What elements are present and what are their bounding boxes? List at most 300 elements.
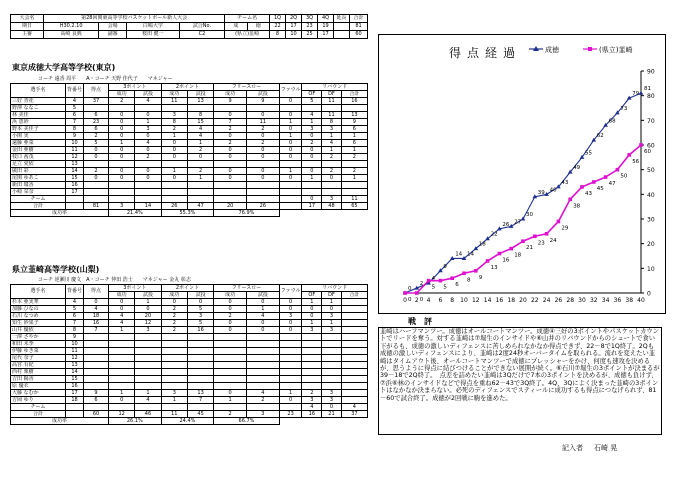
data-label: 14 bbox=[455, 251, 463, 258]
player-row bbox=[11, 376, 368, 383]
x-tick-label: 22 bbox=[530, 297, 539, 304]
header-cell: 17 bbox=[318, 31, 334, 39]
stat-cell: 0 bbox=[322, 175, 342, 182]
stat-cell: 0 bbox=[302, 133, 322, 140]
header-row-2 bbox=[11, 23, 368, 31]
stat-cell bbox=[161, 362, 187, 369]
stat-cell: 0 bbox=[109, 168, 135, 175]
stat-cell bbox=[214, 369, 247, 376]
stat-cell bbox=[322, 182, 342, 189]
col-header: 試投 bbox=[135, 292, 161, 299]
summary-cell: 合計 bbox=[11, 411, 66, 418]
stat-cell bbox=[161, 348, 187, 355]
data-label: 21 bbox=[526, 245, 533, 252]
stat-cell: 9 bbox=[341, 119, 367, 126]
data-label: 5 bbox=[443, 284, 447, 291]
summary-cell: 20 bbox=[214, 203, 247, 210]
stat-cell bbox=[214, 161, 247, 168]
stat-cell: 1 bbox=[187, 140, 213, 147]
stat-cell: 0 bbox=[279, 320, 302, 327]
pct-label: 成功率 bbox=[11, 210, 109, 217]
player-row bbox=[11, 320, 368, 327]
x-tick-label: 0 bbox=[403, 297, 407, 304]
stat-cell: 1 bbox=[322, 147, 342, 154]
stat-cell bbox=[322, 105, 342, 112]
summary-cell: 45 bbox=[187, 411, 213, 418]
stat-cell: 0 bbox=[279, 147, 302, 154]
summary-cell bbox=[66, 404, 84, 411]
stat-cell: 0 bbox=[135, 147, 161, 154]
stat-cell: 3 bbox=[302, 397, 322, 404]
col-header: フリースロー bbox=[214, 84, 279, 91]
stat-cell: 7 bbox=[84, 327, 109, 334]
stat-cell: 0 bbox=[302, 168, 322, 175]
stat-cell: 6 bbox=[84, 126, 109, 133]
stat-cell: 9 bbox=[214, 98, 247, 105]
x-tick-label: 24 bbox=[542, 297, 551, 304]
player-name: 吉田 陽香 bbox=[11, 376, 66, 383]
summary-cell bbox=[214, 196, 247, 203]
stat-cell bbox=[135, 341, 161, 348]
chart-title: 得点経過 bbox=[449, 46, 522, 60]
stat-cell bbox=[214, 348, 247, 355]
player-row bbox=[11, 105, 368, 112]
stat-cell: 5 bbox=[66, 306, 84, 313]
player-name: 石川 なつめ bbox=[11, 313, 66, 320]
data-point bbox=[639, 91, 644, 95]
pct-cell: 66.7% bbox=[214, 418, 279, 425]
header-cell: 試合No. bbox=[179, 23, 225, 31]
stat-cell: 0 bbox=[279, 140, 302, 147]
y-tick-label: 30 bbox=[647, 216, 655, 224]
data-point bbox=[616, 168, 620, 172]
stat-cell: 0 bbox=[214, 154, 247, 161]
summary-cell bbox=[161, 404, 187, 411]
data-point bbox=[450, 276, 454, 280]
stat-cell: 3 bbox=[322, 390, 342, 397]
stat-cell bbox=[279, 161, 302, 168]
stat-cell bbox=[109, 341, 135, 348]
stat-cell: 0 bbox=[279, 397, 302, 404]
stat-cell bbox=[109, 369, 135, 376]
y-tick-label: 40 bbox=[647, 191, 655, 199]
stat-cell: 2 bbox=[246, 126, 279, 133]
summary-cell: 3 bbox=[322, 196, 342, 203]
x-tick-label: 2 bbox=[414, 297, 419, 304]
stat-cell bbox=[279, 182, 302, 189]
data-label: 60 bbox=[644, 149, 651, 155]
col-header: 2ポイント bbox=[161, 285, 214, 292]
col-header: 試投 bbox=[187, 91, 213, 98]
stat-cell: 15 bbox=[66, 376, 84, 383]
summary-cell bbox=[66, 411, 84, 418]
player-row bbox=[11, 154, 368, 161]
stat-cell bbox=[161, 161, 187, 168]
player-row bbox=[11, 334, 368, 341]
stat-cell: 1 bbox=[322, 320, 342, 327]
stat-cell: 1 bbox=[135, 299, 161, 306]
score-progress-chart bbox=[378, 34, 666, 314]
stat-cell: 0 bbox=[246, 112, 279, 119]
summary-cell bbox=[279, 203, 302, 210]
summary-cell bbox=[279, 404, 302, 411]
data-label: 9 bbox=[443, 263, 447, 270]
stat-cell: 2 bbox=[161, 126, 187, 133]
col-header: フリースロー bbox=[214, 285, 279, 292]
stat-cell bbox=[341, 390, 367, 397]
stat-cell: 1 bbox=[161, 397, 187, 404]
legend-label: (県立)韮崎 bbox=[599, 46, 633, 54]
header-cell: 高崎 良典 bbox=[44, 31, 99, 39]
stat-cell: 15 bbox=[66, 175, 84, 182]
stat-cell: 0 bbox=[214, 320, 247, 327]
summary-cell: 4 bbox=[341, 404, 367, 411]
stat-cell bbox=[302, 161, 322, 168]
stat-cell: 4 bbox=[135, 98, 161, 105]
x-tick-label: 40 bbox=[637, 297, 645, 304]
stat-cell bbox=[341, 341, 367, 348]
stat-cell: 5 bbox=[66, 105, 84, 112]
stat-cell bbox=[279, 105, 302, 112]
stat-cell: 4 bbox=[135, 140, 161, 147]
x-tick-label: 28 bbox=[566, 297, 575, 304]
stat-cell: 2 bbox=[214, 126, 247, 133]
stat-cell: 1 bbox=[302, 175, 322, 182]
stat-cell: 1 bbox=[246, 306, 279, 313]
stat-cell: 3 bbox=[322, 397, 342, 404]
stat-cell: 0 bbox=[84, 147, 109, 154]
stat-cell bbox=[322, 348, 342, 355]
col-header: 成功 bbox=[214, 91, 247, 98]
stat-cell: 3 bbox=[135, 126, 161, 133]
data-label: 47 bbox=[608, 181, 616, 188]
stat-cell: 0 bbox=[279, 98, 302, 105]
stat-cell bbox=[135, 383, 161, 390]
col-header: DF bbox=[322, 91, 342, 98]
stat-cell: 2 bbox=[214, 313, 247, 320]
stat-cell bbox=[302, 341, 322, 348]
data-label: 23 bbox=[537, 240, 545, 247]
data-label: 30 bbox=[526, 212, 533, 218]
stat-cell: 10 bbox=[66, 140, 84, 147]
data-point bbox=[521, 239, 525, 243]
col-header: 背番号 bbox=[66, 285, 84, 299]
x-tick-label: 8 bbox=[450, 297, 455, 304]
summary-cell: 0 bbox=[302, 196, 322, 203]
stat-cell bbox=[246, 105, 279, 112]
stat-cell: 13 bbox=[341, 112, 367, 119]
stat-cell bbox=[84, 383, 109, 390]
data-label: 22 bbox=[490, 231, 498, 238]
stat-cell bbox=[187, 362, 213, 369]
stat-cell bbox=[279, 362, 302, 369]
header-cell: 81 bbox=[350, 23, 368, 31]
stat-cell bbox=[135, 182, 161, 189]
stat-cell bbox=[322, 341, 342, 348]
summary-cell: 0 bbox=[322, 404, 342, 411]
stat-cell bbox=[341, 105, 367, 112]
x-tick-label: 34 bbox=[601, 297, 610, 304]
stat-cell: 0 bbox=[302, 313, 322, 320]
summary-cell: 26 bbox=[161, 203, 187, 210]
stat-cell: 0 bbox=[109, 154, 135, 161]
header-cell: 8 bbox=[270, 31, 286, 39]
summary-cell bbox=[109, 404, 135, 411]
stat-cell: 0 bbox=[279, 154, 302, 161]
data-point bbox=[557, 220, 561, 224]
stat-cell: 7 bbox=[66, 119, 84, 126]
stat-cell: 11 bbox=[66, 348, 84, 355]
header-cell: (県立)韮崎 bbox=[225, 31, 270, 39]
stat-cell: 16 bbox=[66, 182, 84, 189]
stat-cell: 0 bbox=[135, 112, 161, 119]
summary-cell: 12 bbox=[109, 411, 135, 418]
header-cell bbox=[334, 23, 350, 31]
stat-cell bbox=[135, 334, 161, 341]
player-row bbox=[11, 98, 368, 105]
header-cell: 成 bbox=[225, 23, 247, 31]
stat-cell bbox=[135, 348, 161, 355]
stat-cell: 14 bbox=[66, 369, 84, 376]
stat-cell bbox=[109, 355, 135, 362]
summary-cell bbox=[187, 404, 213, 411]
stat-cell: 2 bbox=[214, 140, 247, 147]
summary-cell: 11 bbox=[341, 196, 367, 203]
stat-cell: 17 bbox=[66, 390, 84, 397]
data-label: 18 bbox=[514, 252, 522, 259]
stat-cell: 0 bbox=[279, 327, 302, 334]
stat-cell: 0 bbox=[246, 175, 279, 182]
stat-cell: 0 bbox=[214, 327, 247, 334]
pct-cell: 21.4% bbox=[109, 210, 162, 217]
stat-cell bbox=[187, 161, 213, 168]
stat-cell: 11 bbox=[322, 98, 342, 105]
y-tick-label: 90 bbox=[647, 68, 655, 76]
player-row bbox=[11, 168, 368, 175]
stat-cell bbox=[279, 383, 302, 390]
header-cell: 4Q bbox=[318, 15, 334, 23]
header-cell: 17 bbox=[286, 23, 302, 31]
stat-cell: 0 bbox=[109, 119, 135, 126]
data-label: 49 bbox=[573, 165, 581, 172]
header-row-1 bbox=[11, 15, 368, 23]
stat-cell: 2 bbox=[84, 133, 109, 140]
stat-cell bbox=[302, 355, 322, 362]
stat-cell: 3 bbox=[135, 327, 161, 334]
stat-cell: 11 bbox=[322, 112, 342, 119]
header-cell bbox=[334, 31, 350, 39]
stat-cell: 5 bbox=[84, 140, 109, 147]
stat-cell: 1 bbox=[322, 133, 342, 140]
stat-cell bbox=[246, 383, 279, 390]
x-tick-label: 38 bbox=[625, 297, 634, 304]
col-header: リバウンド bbox=[302, 285, 368, 292]
summary-cell bbox=[66, 196, 84, 203]
col-header: 試投 bbox=[135, 91, 161, 98]
stat-cell bbox=[341, 355, 367, 362]
stat-cell bbox=[84, 348, 109, 355]
summary-cell bbox=[187, 196, 213, 203]
y-tick-label: 10 bbox=[647, 265, 655, 273]
stat-cell bbox=[279, 334, 302, 341]
stat-cell: 3 bbox=[161, 112, 187, 119]
stat-cell: 2 bbox=[161, 306, 187, 313]
x-tick-label: 20 bbox=[519, 297, 527, 304]
stat-cell bbox=[279, 348, 302, 355]
header-cell: C2 bbox=[179, 31, 225, 39]
summary-cell: 65 bbox=[341, 203, 367, 210]
player-row bbox=[11, 189, 368, 196]
data-label: 14 bbox=[467, 251, 474, 258]
data-label: 81 bbox=[644, 86, 651, 93]
stat-cell bbox=[187, 376, 213, 383]
stat-cell: 11 bbox=[161, 98, 187, 105]
col-header: 成功 bbox=[109, 91, 135, 98]
stat-cell bbox=[187, 189, 213, 196]
stat-cell: 12 bbox=[66, 355, 84, 362]
stat-cell bbox=[161, 341, 187, 348]
total-row bbox=[11, 411, 368, 418]
stat-cell bbox=[109, 334, 135, 341]
stat-cell: 0 bbox=[109, 175, 135, 182]
stat-cell: 1 bbox=[279, 390, 302, 397]
stat-cell bbox=[187, 105, 213, 112]
summary-cell: 3 bbox=[246, 411, 279, 418]
stat-cell bbox=[341, 348, 367, 355]
col-header: ファウル bbox=[279, 285, 302, 299]
stat-cell: 8 bbox=[187, 112, 213, 119]
legend-label: 成徳 bbox=[545, 46, 559, 54]
stat-cell: 1 bbox=[341, 175, 367, 182]
stat-cell bbox=[187, 383, 213, 390]
col-header: 得点 bbox=[84, 84, 109, 98]
stat-cell bbox=[341, 313, 367, 320]
stat-cell: 0 bbox=[109, 306, 135, 313]
stat-cell bbox=[214, 376, 247, 383]
data-point bbox=[627, 153, 631, 157]
stat-cell bbox=[161, 189, 187, 196]
stat-cell: 8 bbox=[66, 327, 84, 334]
player-row bbox=[11, 306, 368, 313]
col-header: 成功 bbox=[109, 292, 135, 299]
stat-cell bbox=[302, 189, 322, 196]
stat-cell: 1 bbox=[187, 175, 213, 182]
stat-cell bbox=[246, 334, 279, 341]
data-label: 24 bbox=[549, 237, 557, 244]
stat-cell: 9 bbox=[66, 334, 84, 341]
player-name: 知生 妙果子 bbox=[11, 320, 66, 327]
summary-cell: 14 bbox=[135, 203, 161, 210]
stat-cell: 2 bbox=[109, 98, 135, 105]
stat-cell bbox=[341, 327, 367, 334]
summary-cell bbox=[109, 196, 135, 203]
player-row bbox=[11, 175, 368, 182]
stat-cell bbox=[161, 105, 187, 112]
stat-cell: 13 bbox=[66, 161, 84, 168]
col-header: 試投 bbox=[246, 91, 279, 98]
stat-cell: 0 bbox=[84, 154, 109, 161]
stat-cell bbox=[84, 376, 109, 383]
stat-cell bbox=[341, 383, 367, 390]
stat-cell: 2 bbox=[341, 168, 367, 175]
stat-cell: 23 bbox=[84, 119, 109, 126]
player-name: 西村 栗樹 bbox=[11, 369, 66, 376]
data-label: 13 bbox=[490, 264, 498, 271]
stat-cell: 1 bbox=[109, 140, 135, 147]
data-label: 0 bbox=[408, 286, 412, 292]
header-cell: 22 bbox=[270, 23, 286, 31]
data-point bbox=[604, 175, 608, 179]
player-row bbox=[11, 397, 368, 404]
stat-cell: 4 bbox=[322, 140, 342, 147]
data-point bbox=[439, 279, 443, 283]
stat-cell bbox=[322, 189, 342, 196]
stat-cell bbox=[322, 334, 342, 341]
stat-cell: 6 bbox=[84, 112, 109, 119]
stat-cell: 4 bbox=[109, 313, 135, 320]
stat-cell: 12 bbox=[66, 154, 84, 161]
stat-cell bbox=[84, 189, 109, 196]
col-header: 選手名 bbox=[11, 285, 66, 299]
empty-cell bbox=[279, 210, 367, 217]
summary-cell bbox=[246, 196, 279, 203]
stat-cell bbox=[187, 182, 213, 189]
x-tick-label: 6 bbox=[438, 297, 443, 304]
stat-cell: 0 bbox=[161, 147, 187, 154]
stat-cell: 0 bbox=[161, 175, 187, 182]
stat-cell: 4 bbox=[187, 126, 213, 133]
summary-cell: 37 bbox=[341, 411, 367, 418]
stat-cell bbox=[302, 383, 322, 390]
stat-cell bbox=[214, 341, 247, 348]
stat-cell: 0 bbox=[84, 299, 109, 306]
data-label: 39 bbox=[537, 189, 545, 196]
stat-cell: 0 bbox=[246, 168, 279, 175]
stat-cell: 5 bbox=[187, 320, 213, 327]
stat-cell: 2 bbox=[302, 140, 322, 147]
stat-cell: 0 bbox=[279, 299, 302, 306]
team-row bbox=[11, 196, 368, 203]
stat-cell: 4 bbox=[66, 299, 84, 306]
col-header: リバウンド bbox=[302, 84, 368, 91]
stat-cell bbox=[214, 105, 247, 112]
summary-cell: 46 bbox=[135, 411, 161, 418]
stat-cell bbox=[302, 334, 322, 341]
summary-cell: 17 bbox=[302, 203, 322, 210]
x-tick-label: 30 bbox=[578, 297, 586, 304]
team1-coach-line: コーチ 遠香 周平 A・コーチ 天野 佳代子 マネジャー bbox=[38, 76, 173, 82]
header-cell: 会場 bbox=[99, 23, 127, 31]
y-tick-label: 70 bbox=[647, 117, 655, 125]
legend-marker bbox=[588, 47, 592, 51]
stat-cell: 0 bbox=[109, 133, 135, 140]
data-label: 2 bbox=[419, 281, 424, 288]
stat-cell: 0 bbox=[84, 175, 109, 182]
player-name: 野澤 ななこ bbox=[11, 105, 66, 112]
data-label: 6 bbox=[455, 282, 459, 289]
stat-cell bbox=[246, 348, 279, 355]
stat-cell bbox=[279, 341, 302, 348]
player-name: 枝口 茜茂 bbox=[11, 154, 66, 161]
stat-cell: 0 bbox=[214, 175, 247, 182]
summary-cell bbox=[214, 404, 247, 411]
col-header: 3ポイント bbox=[109, 285, 162, 292]
data-point bbox=[486, 259, 490, 263]
stat-cell: 0 bbox=[161, 299, 187, 306]
header-cell: 桜田 健一 bbox=[127, 31, 180, 39]
summary-cell: 48 bbox=[322, 203, 342, 210]
data-point bbox=[568, 197, 572, 201]
